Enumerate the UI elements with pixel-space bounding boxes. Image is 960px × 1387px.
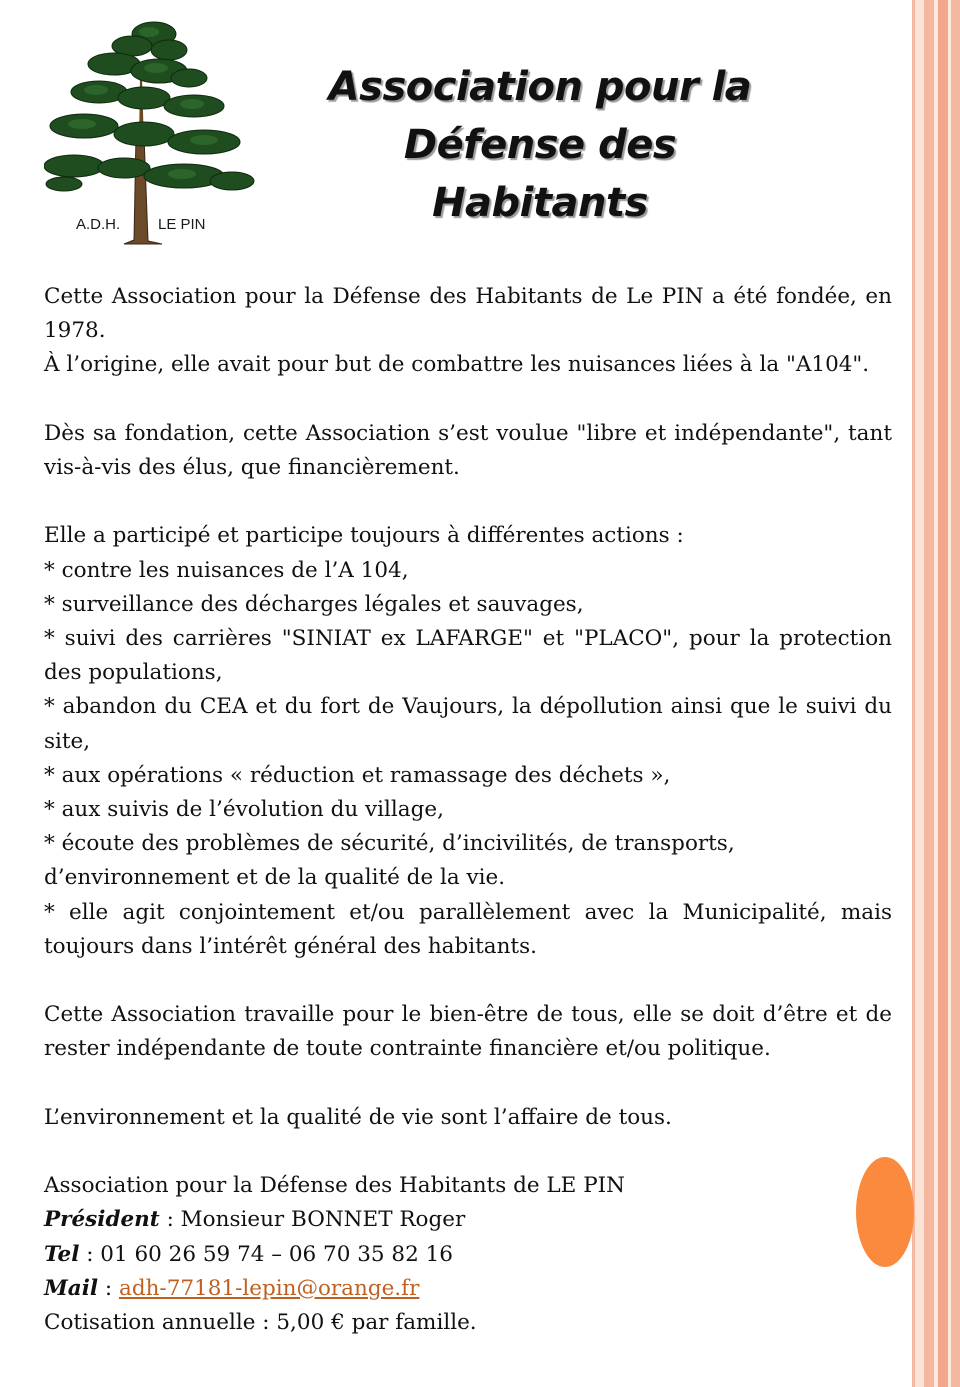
tel-label: Tel (44, 1241, 80, 1267)
action-item: * aux suivis de l’évolution du village, (44, 797, 444, 823)
action-item: * suivi des carrières "SINIAT ex LAFARGE" et "PLACO", pour la protection des populations, (44, 626, 892, 686)
paragraph-actions-intro: Elle a participé et participe toujours à différentes actions : (44, 523, 684, 549)
action-item: * abandon du CEA et du fort de Vaujours, la dépollution ainsi que le suivi du site, (44, 694, 892, 754)
title-line-2: Défense des Habitants (403, 122, 677, 226)
pine-tree-icon (44, 16, 258, 246)
contact-org: Association pour la Défense des Habitants de LE PIN (44, 1173, 625, 1199)
title-line-1: Association pour la (328, 64, 752, 110)
president-label: Président (44, 1207, 160, 1233)
logo-label-left: A.D.H. (76, 216, 121, 233)
action-item: d’environnement et de la qualité de la vie. (44, 865, 506, 891)
body-text (44, 280, 892, 1340)
mail-separator: : (98, 1275, 119, 1301)
paragraph-wellbeing: Cette Association travaille pour le bien-être de tous, elle se doit d’être et de rester indépendante de toute contrainte financière et/ou politique. (44, 1002, 892, 1062)
action-item: * contre les nuisances de l’A 104, (44, 557, 409, 583)
decorative-stripes (912, 0, 960, 1387)
logo-label-right: LE PIN (158, 216, 206, 233)
paragraph-founding: Cette Association pour la Défense des Habitants de Le PIN a été fondée, en 1978. (44, 284, 892, 344)
logo (44, 16, 258, 246)
decorative-oval (856, 1157, 914, 1267)
action-item: * elle agit conjointement et/ou parallèlement avec la Municipalité, mais toujours dans l’intérêt général des habitants. (44, 899, 892, 959)
action-item: * écoute des problèmes de sécurité, d’incivilités, de transports, (44, 831, 735, 857)
action-item: * aux opérations « réduction et ramassage des déchets », (44, 762, 671, 788)
action-item: * surveillance des décharges légales et sauvages, (44, 591, 584, 617)
contact-cotisation: Cotisation annuelle : 5,00 € par famille. (44, 1310, 477, 1336)
tel-value: : 01 60 26 59 74 – 06 70 35 82 16 (79, 1241, 453, 1267)
email-link[interactable]: adh-77181-lepin@orange.fr (119, 1275, 420, 1301)
paragraph-origin: À l’origine, elle avait pour but de combattre les nuisances liées à la "A104". (44, 352, 870, 378)
contact-tel (44, 1238, 892, 1272)
mail-label: Mail (44, 1275, 99, 1301)
paragraph-environment: L’environnement et la qualité de vie sont l’affaire de tous. (44, 1104, 672, 1130)
page-title (290, 58, 790, 232)
paragraph-independence: Dès sa fondation, cette Association s’est voulue "libre et indépendante", tant vis-à-vis des élus, que financièrement. (44, 420, 892, 480)
contact-president (44, 1203, 892, 1237)
president-value: : Monsieur BONNET Roger (159, 1207, 466, 1233)
contact-mail (44, 1272, 892, 1306)
